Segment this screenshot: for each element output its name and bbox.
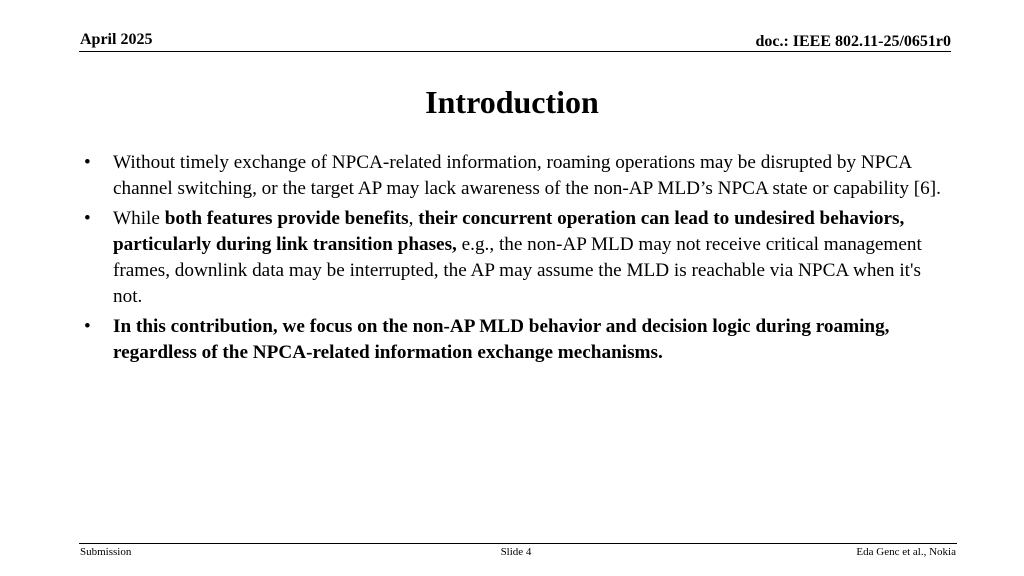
- bullet-text-plain: e.g., the non-AP MLD may not receive critical management frames, downlink data may be interrupted, the AP may assume the MLD is reachable via NPCA when it's not.: [113, 234, 922, 307]
- footer-submission: Submission: [80, 546, 132, 558]
- bullet-text-plain: While: [113, 208, 165, 229]
- bullet-item-1: [82, 150, 952, 202]
- footer-divider: [79, 543, 957, 544]
- bullet-icon: •: [84, 316, 91, 337]
- footer-author: Eda Genc et al., Nokia: [856, 546, 956, 558]
- header-date: April 2025: [80, 31, 153, 48]
- bullet-icon: •: [84, 152, 91, 173]
- bullet-text-bold: both features provide benefits: [164, 208, 409, 229]
- bullet-text-plain: ,: [408, 208, 419, 229]
- bullet-item-3: [82, 314, 952, 366]
- bullet-text-bold: In this contribution, we focus on the non-AP MLD behavior and decision logic during roaming, regardless of the NPCA-related information exchange mechanisms.: [113, 316, 890, 363]
- footer-slide-number: Slide 4: [500, 546, 532, 558]
- bullet-text: Without timely exchange of NPCA-related information, roaming operations may be disrupted by NPCA channel switching, or the target AP may lack awareness of the non-AP MLD’s NPCA state or capability [6].: [113, 152, 941, 199]
- bullet-icon: •: [84, 208, 91, 229]
- header-doc-id: doc.: IEEE 802.11-25/0651r0: [755, 33, 951, 50]
- header-divider: [79, 51, 951, 52]
- bullet-item-2: [82, 206, 952, 310]
- bullet-list: [82, 150, 952, 370]
- slide-title: Introduction: [425, 84, 599, 120]
- bullet-text-bold: their concurrent operation can lead to undesired behaviors, particularly during link transition phases,: [113, 208, 905, 255]
